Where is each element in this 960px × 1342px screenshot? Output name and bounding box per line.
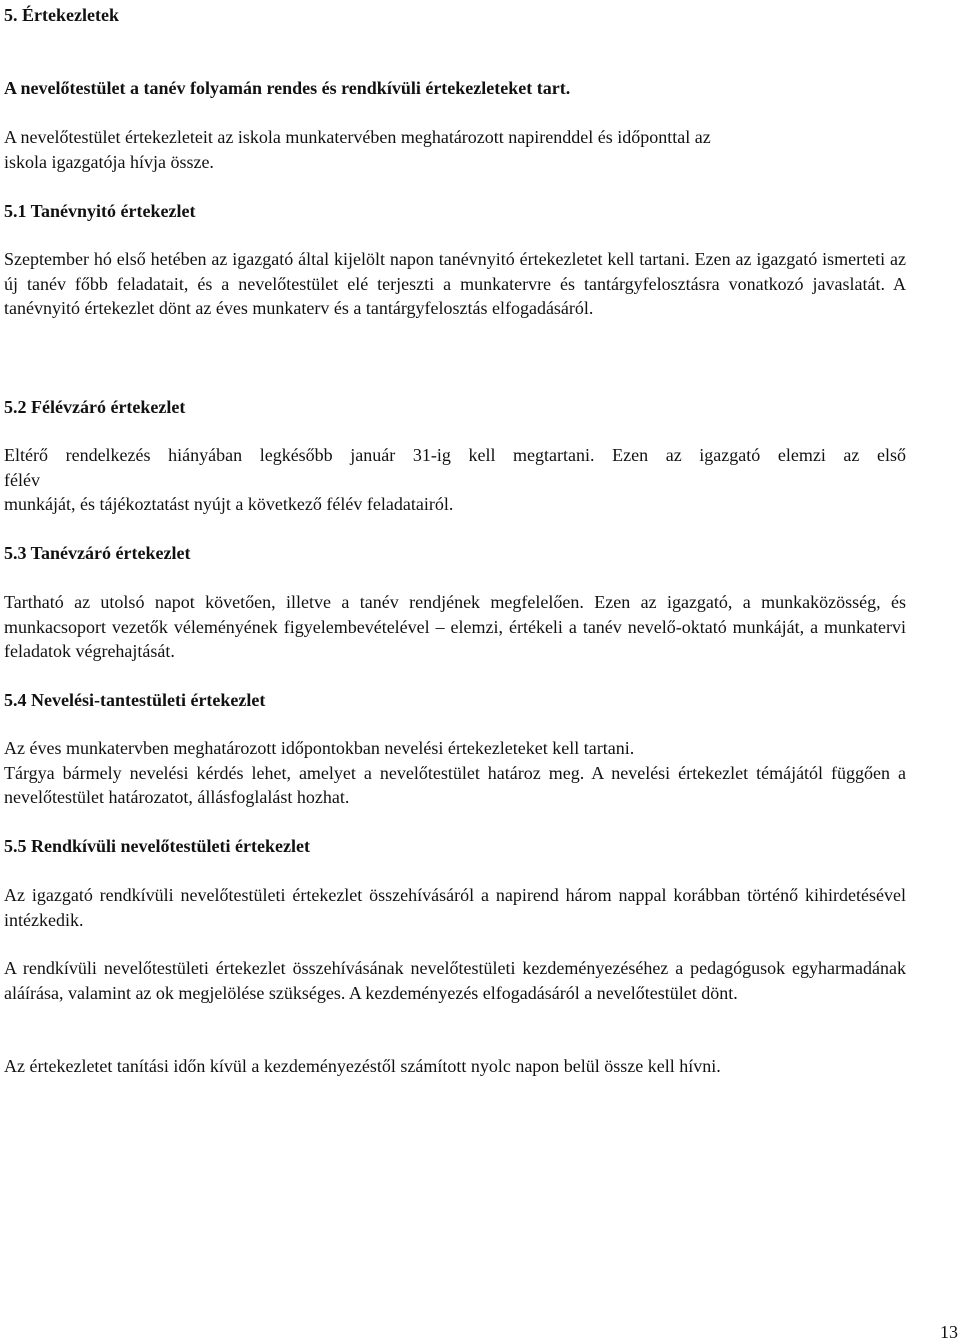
- subsection-5-5-paragraph-2: A rendkívüli nevelőtestületi értekezlet összehívásának nevelőtestületi kezdeményezéséhez a pedagógusok egyharmadának aláírása, valamint az ok megjelölése szükséges. A kezdeményezés elfogadásáról a nevelőtestület dönt.: [4, 958, 906, 1003]
- subsection-5-2-paragraph: [4, 443, 906, 517]
- subsection-heading-5-2: 5.2 Félévzáró értekezlet: [4, 397, 186, 417]
- paragraph-line: félév: [4, 469, 40, 490]
- page-number: 13: [940, 1322, 958, 1342]
- section-title: 5. Értekezletek: [4, 5, 119, 25]
- subsection-5-5-paragraph-1: Az igazgató rendkívüli nevelőtestületi értekezlet összehívásáról a napirend három nappal korábban történő kihirdetésével intézkedik.: [4, 885, 906, 930]
- paragraph-line: Eltérő rendelkezés hiányában legkésőbb január 31-ig kell megtartani. Ezen az igazgató elemzi az első: [4, 445, 906, 465]
- paragraph-line: Az éves munkatervben meghatározott időpontokban nevelési értekezleteket kell tartani.: [4, 738, 635, 758]
- intro-bold-statement: A nevelőtestület a tanév folyamán rendes és rendkívüli értekezleteket tart.: [4, 78, 571, 98]
- subsection-heading-5-3: 5.3 Tanévzáró értekezlet: [4, 543, 191, 563]
- paragraph-line: munkáját, és tájékoztatást nyújt a következő félév feladatairól.: [4, 494, 454, 514]
- intro-line: iskola igazgatója hívja össze.: [4, 151, 214, 172]
- subsection-heading-5-4: 5.4 Nevelési-tantestületi értekezlet: [4, 690, 266, 710]
- subsection-5-1-paragraph: Szeptember hó első hetében az igazgató által kijelölt napon tanévnyitó értekezletet kell tartani. Ezen az igazgató ismerteti az új tanév főbb feladatait, és a nevelőtestület elé terjeszti a munkatervre és tantárgyfelosztásra vonatkozó javaslatát. A tanévnyitó értekezlet dönt az éves munkaterv és a tantárgyfelosztás elfogadásáról.: [4, 249, 906, 318]
- intro-line: A nevelőtestület értekezleteit az iskola munkatervében meghatározott napirenddel és időponttal az: [4, 127, 711, 147]
- subsection-5-3-paragraph: Tartható az utolsó napot követően, illetve a tanév rendjének megfelelően. Ezen az igazgató, a munkaközösség, és munkacsoport vezetők véleményének figyelembevételével – elemzi, értékeli a tanév nevelő-oktató munkáját, a munkatervi feladatok végrehajtását.: [4, 592, 906, 661]
- paragraph-text: Tárgya bármely nevelési kérdés lehet, amelyet a nevelőtestület határoz meg. A nevelési értekezlet témájától függően a nevelőtestület határozatot, állásfoglalást hozhat.: [4, 762, 906, 807]
- subsection-heading-5-1: 5.1 Tanévnyitó értekezlet: [4, 201, 196, 221]
- subsection-heading-5-5: 5.5 Rendkívüli nevelőtestületi értekezlet: [4, 836, 310, 856]
- subsection-5-4-paragraph: [4, 736, 906, 810]
- subsection-5-5-paragraph-3: Az értekezletet tanítási időn kívül a kezdeményezéstől számított nyolc napon belül össze kell hívni.: [4, 1056, 721, 1076]
- intro-paragraph: [4, 125, 906, 174]
